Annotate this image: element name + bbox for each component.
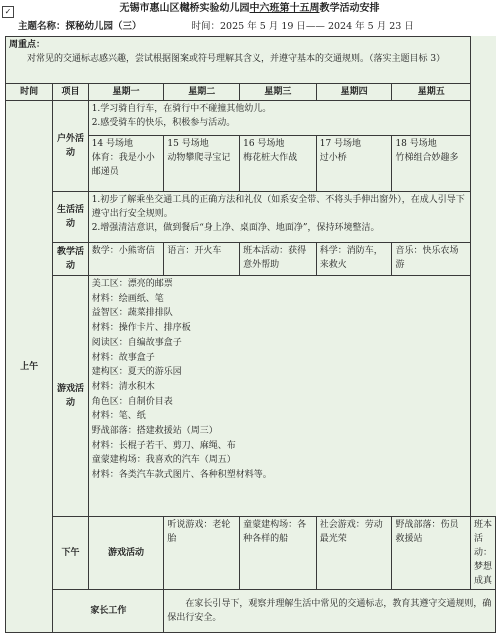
col-item: 项目 [53,84,88,101]
pm-games-tue: 童蒙建构场：各种各样的船 [240,517,317,590]
outdoor-tue [164,135,240,191]
outdoor-goal: 2.感受骑车的快乐，积极参与活动。 [91,118,236,128]
outdoor-activity: 动物攀爬寻宝记 [167,152,231,163]
focus-row [6,37,496,84]
parent-label: 家长工作 [53,590,164,633]
pm-games-wed: 社会游戏：劳动最光荣 [316,517,392,590]
teaching-row [6,243,496,276]
morning-label: 上午 [6,101,53,633]
outdoor-activity: 竹梯组合妙趣多 [395,152,459,163]
teaching-wed: 班本活动：获得意外帮助 [240,243,317,276]
games-line: 材料：故事盒子 [91,352,155,363]
outdoor-goal: 1.学习骑自行车，在骑行中不碰撞其他幼儿。 [91,104,272,114]
outdoor-place: 17 号场地 [319,138,362,149]
afternoon-label: 下午 [53,517,88,590]
outdoor-activity: 体育：我是小小邮递员 [91,152,155,177]
games-line: 材料：清水积木 [91,381,155,392]
teaching-thu: 科学：消防车，来救火 [316,243,392,276]
title-school: 樾桥实验幼儿园 [179,3,250,14]
games-line: 材料：笔、纸 [91,411,146,422]
col-tue: 星期二 [164,84,240,101]
games-line: 材料：操作卡片、排序板 [91,323,191,334]
time-label: 时间：2025 年 5 月 19 日—— 2024 年 5 月 23 日 [191,21,414,32]
title-prefix: 无锡市惠山区 [119,3,180,14]
life-item: 2.增强清洁意识，做到餐后“身上净、桌面净、地面净”，保持环境整洁。 [91,223,380,233]
games-line: 材料：绘画纸、笔 [91,293,164,304]
games-line: 阅读区：自编故事盒子 [91,337,182,348]
life-label: 生活活动 [53,192,88,243]
parent-text: 在家长引导下，观察并理解生活中常见的交通标志，教育其遵守交通规则，确保出行安全。 [164,590,496,633]
title-class: 中六班 [249,3,280,14]
outdoor-activity: 梅花桩大作战 [243,152,298,163]
col-thu: 星期四 [316,84,392,101]
col-mon: 星期一 [88,84,164,101]
page-title [0,2,499,16]
subtitle-row [18,20,414,33]
title-week: 第十五周 [279,3,320,14]
parent-row [6,590,496,633]
pm-games-row [6,517,496,590]
outdoor-goals-row [6,101,496,136]
col-time: 时间 [6,84,53,101]
games-line: 美工区：漂亮的邮票 [91,279,173,289]
games-line: 益智区：蔬菜排排队 [91,308,173,319]
outdoor-fri [392,135,471,191]
pm-games-thu: 野战部落：伤员救援站 [392,517,471,590]
outdoor-place: 16 号场地 [243,138,285,149]
games-line: 材料：各类汽车款式图片、各种积塑材料等。 [91,470,272,481]
games-line: 角色区：自制价目表 [91,396,173,407]
outdoor-activity: 过小桥 [319,152,347,163]
games-line: 建构区：夏天的游乐园 [91,367,182,378]
schedule-table [5,36,496,633]
outdoor-label: 户外活动 [53,101,88,192]
teaching-mon: 数学：小熊寄信 [88,243,164,276]
pm-games-mon: 听说游戏：老轮胎 [164,517,240,590]
title-suffix: 教学活动安排 [319,3,380,14]
teaching-label: 教学活动 [53,243,88,276]
outdoor-mon [88,135,164,191]
checkbox-icon[interactable] [2,1,14,20]
header-row [6,84,496,101]
theme-label: 主题名称：探秘幼儿园（三） [18,21,142,32]
pm-games-fri: 班本活动：梦想成真 [471,517,496,590]
teaching-fri: 音乐：快乐农场游 [392,243,471,276]
outdoor-place: 18 号场地 [395,138,437,149]
games-line: 童蒙建构场：我喜欢的汽车（周五） [91,455,236,466]
focus-text: 对常见的交通标志感兴趣，尝试根据图案或符号理解其含义，并遵守基本的交通规则。（落实主题目标 3） [27,54,446,64]
outdoor-place: 15 号场地 [167,138,209,149]
col-fri: 星期五 [392,84,471,101]
col-wed: 星期三 [240,84,317,101]
pm-games-label: 游戏活动 [88,517,164,590]
games-label: 游戏活动 [53,276,88,517]
games-line: 材料：长棍子若干、剪刀、麻绳、布 [91,440,236,451]
outdoor-thu [316,135,392,191]
life-row [6,192,496,243]
games-line: 野战部落：搭建救援站（周三） [91,426,218,437]
outdoor-wed [240,135,317,191]
teaching-tue: 语言：开火车 [164,243,240,276]
check-glyph: ✓ [2,6,14,18]
outdoor-place: 14 号场地 [91,138,134,149]
life-item: 1.初步了解乘坐交通工具的正确方法和礼仪（如系安全带、不将头手伸出窗外），在成人引导下遵守出行安全规则。 [91,195,465,219]
games-row [6,276,496,517]
focus-label: 周重点： [9,40,46,50]
